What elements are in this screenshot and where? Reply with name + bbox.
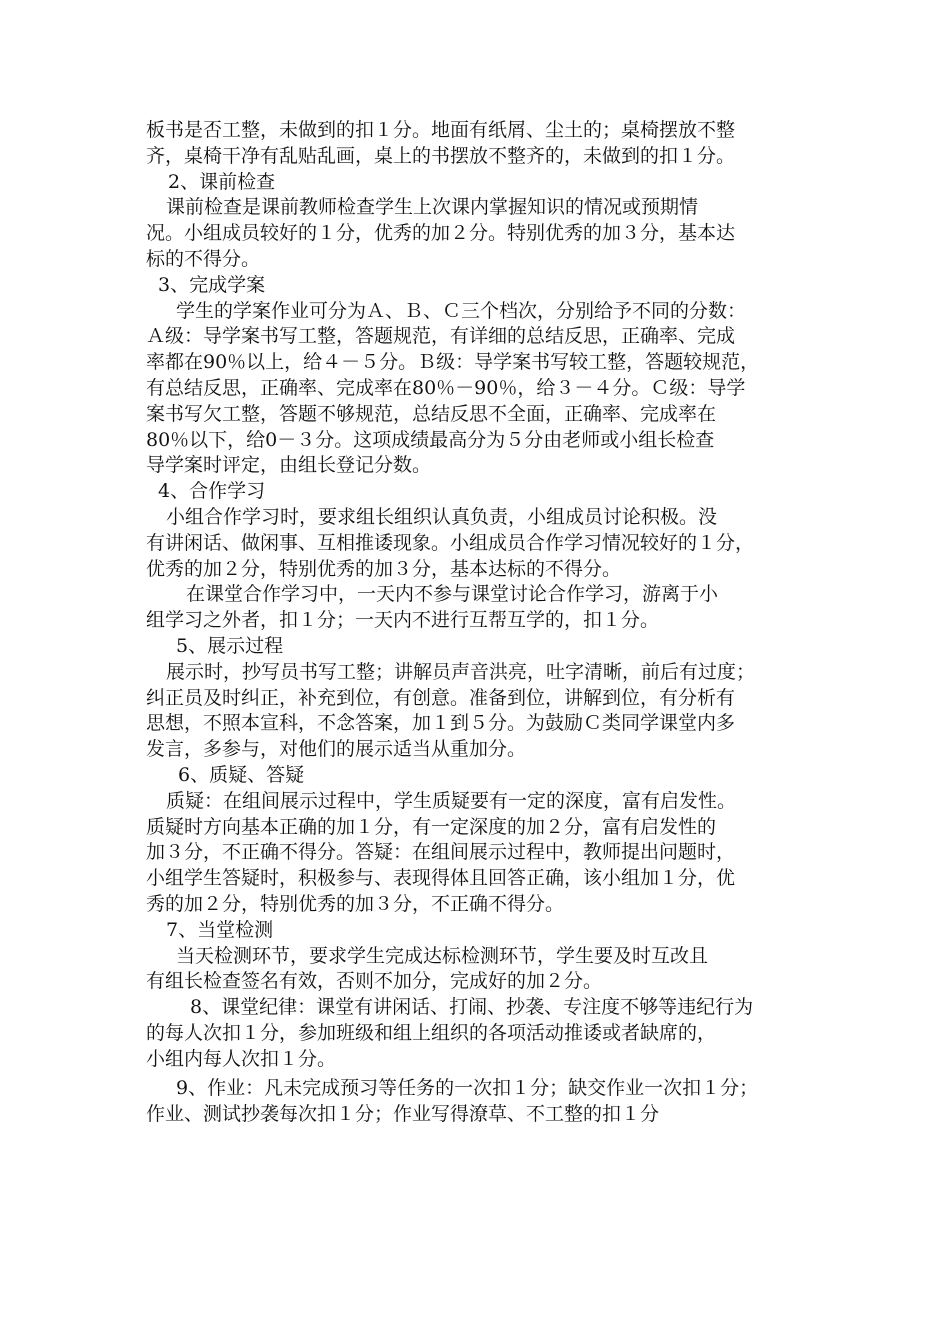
paragraph-line: 9、作业：凡未完成预习等任务的一次扣１分；缺交作业一次扣１分； [176,1077,759,1100]
section-heading-3: 3、完成学案 [158,273,266,296]
paragraph-line: 组学习之外者，扣１分；一天内不进行互帮互学的，扣１分。 [146,609,660,632]
paragraph-line: 有讲闲话、做闲事、互相推诿现象。小组成员合作学习情况较好的１分， [146,531,755,554]
paragraph-line: 导学案时评定，由组长登记分数。 [146,454,432,477]
paragraph-line: 板书是否工整，未做到的扣１分。地面有纸屑、尘土的；桌椅摆放不整 [146,119,736,141]
paragraph-line: 80％以下，给0－３分。这项成绩最高分为５分由老师或小组长检查 [146,428,715,451]
paragraph-line: 质疑：在组间展示过程中，学生质疑要有一定的深度，富有启发性。 [166,789,737,812]
document-body [146,118,818,1128]
section-heading-4: 4、合作学习 [158,480,266,503]
paragraph-line: 有组长检查签名有效，否则不加分，完成好的加２分。 [146,970,603,993]
paragraph-line: 小组内每人次扣１分。 [146,1047,337,1070]
paragraph-line: 课前检查是课前教师检查学生上次课内掌握知识的情况或预期情 [166,196,699,219]
paragraph-line: 学生的学案作业可分为Ａ、Ｂ、Ｃ三个档次，分别给予不同的分数： [176,299,747,322]
paragraph-line: 思想，不照本宣科，不念答案，加１到５分。为鼓励Ｃ类同学课堂内多 [146,712,736,735]
paragraph-line: 质疑时方向基本正确的加１分，有一定深度的加２分，富有启发性的 [146,815,717,838]
paragraph-line: 发言，多参与，对他们的展示适当从重加分。 [146,738,527,761]
section-heading-7: 7、当堂检测 [166,918,274,941]
paragraph-line: 案书写欠工整，答题不够规范，总结反思不全面，正确率、完成率在 [146,402,717,425]
paragraph-line: 优秀的加２分，特别优秀的加３分，基本达标的不得分。 [146,557,622,580]
paragraph-line: 率都在90％以上，给４－５分。Ｂ级：导学案书写较工整，答题较规范， [146,351,760,374]
paragraph-line: 当天检测环节，要求学生完成达标检测环节，学生要及时互改且 [176,944,709,967]
paragraph-line: 标的不得分。 [146,247,261,270]
section-heading-6: 6、质疑、答疑 [178,763,305,786]
paragraph-line: 加３分，不正确不得分。答疑：在组间展示过程中，教师提出问题时， [146,841,736,864]
paragraph-line: 作业、测试抄袭每次扣１分；作业写得潦草、不工整的扣１分 [146,1103,660,1126]
section-heading-2: 2、课前检查 [168,170,276,193]
paragraph-line: 齐，桌椅干净有乱贴乱画，桌上的书摆放不整齐的，未做到的扣１分。 [146,144,736,167]
paragraph-line: 小组合作学习时，要求组长组织认真负责，小组成员讨论积极。没 [166,505,718,528]
section-heading-5: 5、展示过程 [176,634,284,657]
paragraph-line: Ａ级：导学案书写工整，答题规范，有详细的总结反思，正确率、完成 [146,325,736,348]
paragraph-line: 8、课堂纪律：课堂有讲闲话、打闹、抄袭、专注度不够等违纪行为 [190,996,754,1019]
paragraph-line: 况。小组成员较好的１分，优秀的加２分。特别优秀的加３分，基本达 [146,222,736,245]
paragraph-line: 小组学生答疑时，积极参与、表现得体且回答正确，该小组加１分，优 [146,867,736,890]
paragraph-line: 展示时，抄写员书写工整；讲解员声音洪亮，吐字清晰，前后有过度； [166,660,756,683]
paragraph-line: 在课堂合作学习中，一天内不参与课堂讨论合作学习，游离于小 [186,583,719,606]
paragraph-line: 纠正员及时纠正，补充到位，有创意。准备到位，讲解到位，有分析有 [146,686,736,709]
paragraph-line: 有总结反思，正确率、完成率在80％－90％，给３－４分。Ｃ级：导学 [146,376,746,399]
paragraph-line: 秀的加２分，特别优秀的加３分，不正确不得分。 [146,892,565,915]
paragraph-line: 的每人次扣１分，参加班级和组上组织的各项活动推诿或者缺席的， [146,1021,717,1044]
